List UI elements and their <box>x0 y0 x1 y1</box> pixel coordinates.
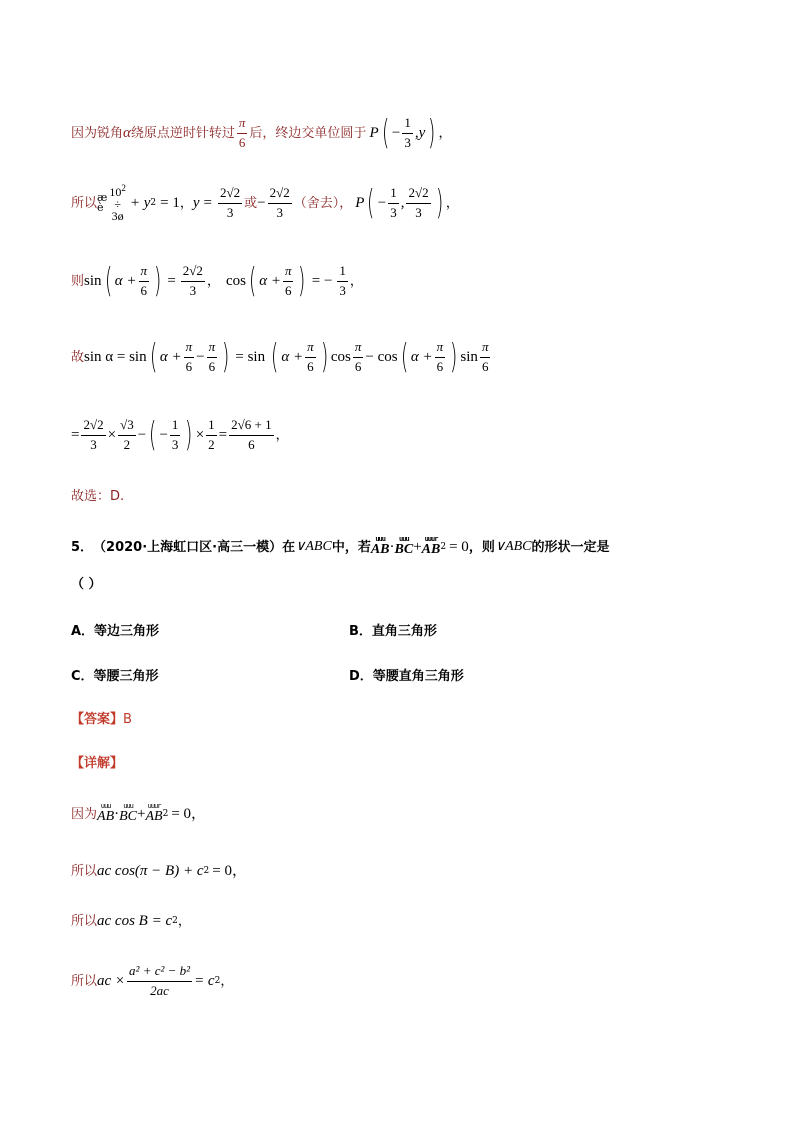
numerator: a² + c² − b² <box>127 964 192 981</box>
y-coordinate: ,y <box>414 124 426 141</box>
punctuation: ， <box>220 973 234 989</box>
glyph: ÷ <box>114 197 121 211</box>
cos: cos <box>225 272 246 289</box>
equals: = <box>167 272 176 289</box>
solution-line-2: 所以 æ è $10^2$ ÷ 3ø + y 2 = 1 ， y = $\frac{2√2}{3}$ 或 − $\frac{2√2}{3}$ （舍去）， P ( − $\frac{1}{3}$ , $\frac{2√2}{3}$ ) ， <box>71 183 459 223</box>
fraction-1-3 <box>388 186 399 220</box>
numerator: 1 <box>388 186 399 203</box>
punctuation: ， <box>179 195 193 211</box>
text: ，则 <box>468 539 495 555</box>
exponent: 2 <box>121 183 126 193</box>
text: （舍去）， <box>293 195 353 211</box>
denominator: 3 <box>189 282 197 298</box>
equals-c: = c <box>194 972 215 989</box>
left-paren: ( <box>104 261 112 301</box>
denominator: 3 <box>415 204 422 220</box>
exponent: 2 <box>214 975 221 986</box>
left-paren: ( <box>149 337 157 377</box>
fraction-1-3 <box>337 264 348 298</box>
denominator: 3 <box>226 204 234 220</box>
solution-line-4: 故 sin α = sin ( α + $\frac{\pi}{6}$ − $\frac{\pi}{6}$ ) = sin ( α + $\frac{\pi}{6}$ ) cos $\frac{\pi}{6}$ − cos ( α + $\frac{\pi}{6}$ ) sin $\frac{\pi}{6}$ <box>71 337 489 377</box>
fraction-2r2-3 <box>181 264 205 298</box>
text: 所以 <box>71 195 98 211</box>
equals: = <box>71 426 80 443</box>
detail-line-2 <box>71 860 247 882</box>
question-number: 5． <box>71 539 94 555</box>
text: 后，终边交单位圆于 <box>249 125 367 141</box>
punctuation: ， <box>206 273 220 289</box>
numerator: 1 <box>337 264 348 281</box>
detail-line-3 <box>71 910 191 932</box>
left-paren: ( <box>248 261 257 301</box>
sin-alpha-expression: sin α = sin <box>84 348 147 365</box>
text: 所以 <box>71 973 98 989</box>
option-b[interactable]: B．直角三角形 <box>349 624 437 639</box>
numerator: 1 <box>402 116 413 133</box>
punctuation: ， <box>349 273 363 289</box>
denominator: 6 <box>238 134 246 150</box>
alpha-plus: α + <box>259 272 281 289</box>
option-a[interactable]: A．等边三角形 <box>71 624 160 639</box>
garbled-fraction <box>109 184 126 222</box>
denominator: 3ø <box>111 209 124 223</box>
text: 中，若 <box>331 539 371 555</box>
answer-choice-line <box>71 487 124 505</box>
numerator: 2√2 <box>218 186 242 203</box>
right-paren: ) <box>298 261 306 301</box>
minus: − <box>257 194 266 211</box>
numerator: π <box>283 264 294 281</box>
fraction-2r2-3 <box>406 186 430 220</box>
question-source: （2020·上海虹口区·高三一模）在 <box>93 539 296 555</box>
expression: ac cos B = c <box>97 912 173 929</box>
equals-zero: = 0， <box>212 862 247 879</box>
exponent: 2 <box>203 865 210 876</box>
sin: sin <box>84 272 102 289</box>
denominator: 3 <box>390 204 397 220</box>
right-paren: ) <box>428 113 436 153</box>
fraction-2r2-3 <box>268 186 292 220</box>
fraction-pi-6 <box>237 116 248 150</box>
fraction-1-3 <box>402 116 413 150</box>
left-paren: ( <box>381 113 389 153</box>
text: 因为锐角 <box>71 125 124 141</box>
equals: = 1 <box>160 194 180 211</box>
glyph: è <box>97 201 104 214</box>
vector-ab: uuu AB <box>370 535 390 557</box>
denominator: 3 <box>339 282 346 298</box>
option-d[interactable]: D．等腰直角三角形 <box>349 669 464 684</box>
question-5: 5． （2020·上海虹口区·高三一模）在 ∨ABC 中，若 uuu AB · uuu BC + uuur AB 2 = 0 ，则 ∨ABC 的形状一定是 <box>71 535 610 557</box>
punctuation: ， <box>438 125 452 141</box>
glyph: æ <box>97 191 108 205</box>
exponent: 2 <box>172 915 178 926</box>
answer-label: 【答案】 <box>71 711 124 727</box>
triangle-symbol: ∨ABC <box>295 539 332 554</box>
question-blank <box>71 575 102 593</box>
option-c[interactable]: C．等腰三角形 <box>71 669 159 684</box>
garbled-bracket <box>97 193 107 213</box>
solution-line-1 <box>71 112 452 154</box>
text: 或 <box>244 195 258 211</box>
term: + y <box>129 194 151 211</box>
text: 因为 <box>71 806 98 822</box>
detail-line-4 <box>71 958 233 1004</box>
punctuation: ， <box>177 913 191 929</box>
denominator: 2ac <box>150 982 169 998</box>
equals-minus: = − <box>311 272 333 289</box>
denominator: 3 <box>276 204 283 220</box>
text: 绕原点逆时针转过 <box>130 125 235 141</box>
fraction-pi-6 <box>283 264 294 298</box>
point-p: P <box>355 194 365 211</box>
detail-label: 【详解】 <box>71 755 124 771</box>
equals-zero: = 0， <box>171 805 207 822</box>
numerator: 2√2 <box>406 186 430 203</box>
point-p: P <box>369 124 379 141</box>
left-paren: ( <box>367 183 375 223</box>
variable-y: y <box>192 194 200 211</box>
alpha-plus: α + <box>114 272 137 289</box>
fraction-pi-6 <box>139 264 150 298</box>
text: 所以 <box>71 863 98 879</box>
answer-blank: （ ） <box>71 576 102 592</box>
text: 则 <box>71 273 85 289</box>
equals: = <box>203 194 212 211</box>
cosine-law-fraction <box>127 964 192 998</box>
answer-row <box>71 710 132 728</box>
text: 故 <box>71 349 85 365</box>
triangle-symbol: ∨ABC <box>494 539 532 554</box>
denominator: 6 <box>140 282 148 298</box>
minus: − <box>391 124 401 141</box>
detail-row <box>71 754 123 772</box>
denominator: 6 <box>284 282 292 298</box>
detail-line-1: 因为 uuu AB · uuu BC + uuur AB 2 = 0， <box>71 802 207 824</box>
right-paren: ) <box>154 261 162 301</box>
expression: ac × <box>97 972 126 989</box>
vector-bc: uuu BC <box>394 535 414 557</box>
punctuation: ， <box>275 427 289 443</box>
answer-value: B <box>123 711 132 727</box>
expression: ac cos(π − B) + c <box>97 862 204 879</box>
numerator: π <box>237 116 248 133</box>
equals-zero: = 0 <box>449 538 469 555</box>
punctuation: ， <box>445 195 459 211</box>
vector-ab: uuur AB <box>421 535 441 557</box>
exponent: 2 <box>150 197 157 208</box>
numerator: π <box>139 264 150 281</box>
right-paren: ) <box>435 183 443 223</box>
text: 故选：D. <box>71 488 125 504</box>
solution-line-5: = $\frac{2√2}{3}$ × $\frac{√3}{2}$ − ( − $\frac{1}{3}$ ) × $\frac{1}{2}$ = $\frac{2√6 + 1}{6}$ ， <box>71 415 289 455</box>
alpha-symbol: α <box>123 124 131 141</box>
numerator: 10 <box>109 185 122 199</box>
solution-line-3 <box>71 258 363 304</box>
numerator: 2√2 <box>268 186 292 203</box>
text: 所以 <box>71 913 98 929</box>
text: 的形状一定是 <box>531 539 610 555</box>
denominator: 3 <box>404 134 411 150</box>
minus: − <box>377 194 387 211</box>
fraction-2r2-3 <box>218 186 242 220</box>
numerator: 2√2 <box>181 264 205 281</box>
